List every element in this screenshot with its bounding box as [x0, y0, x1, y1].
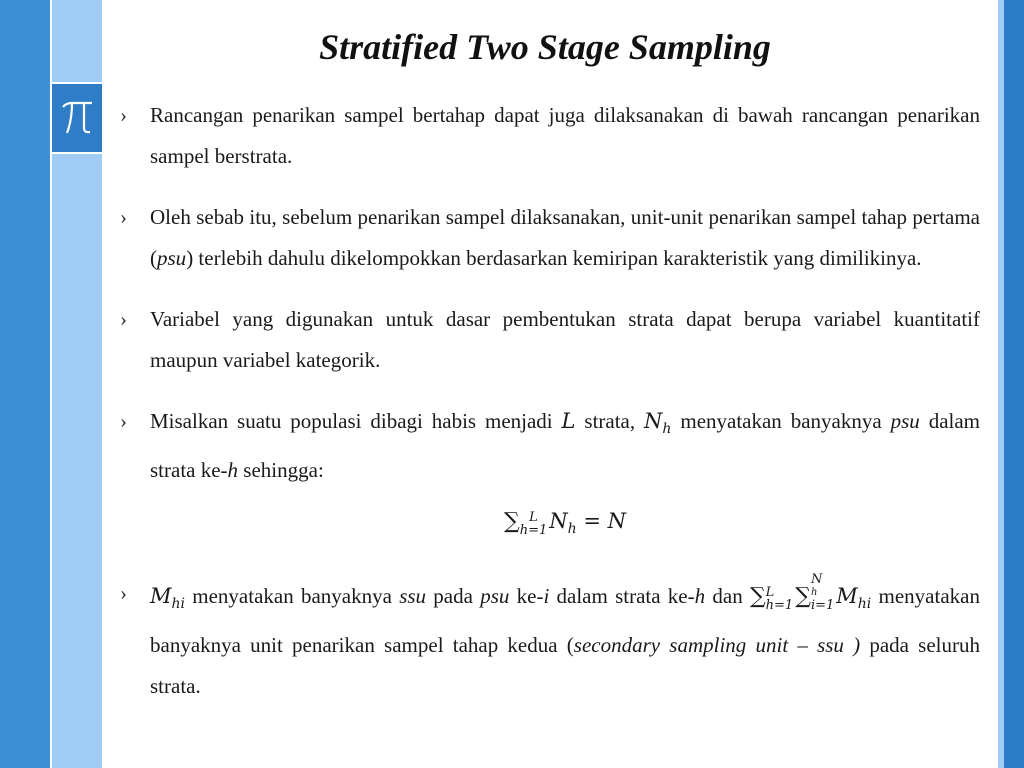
left-accent-band — [0, 0, 50, 768]
sum-upper-subscript: h — [810, 587, 818, 598]
bullet-text: Oleh sebab itu, sebelum penarikan sampel dilaksanakan, unit-unit penarikan sampel tahap pertama ( — [150, 205, 980, 270]
formula-N: N — [549, 509, 568, 533]
sum-limits-outer — [766, 586, 794, 612]
var-M: M — [150, 584, 172, 608]
bullet-text: ) terlebih dahulu dikelompokkan berdasarkan kemiripan karakteristik yang dimilikinya. — [186, 246, 922, 270]
bullet-mark: › — [120, 409, 127, 433]
sigma-symbol: ∑ — [504, 509, 520, 534]
bullet-text: ke- — [509, 584, 544, 608]
var-N: N — [644, 409, 663, 433]
right-accent-band — [1004, 0, 1024, 768]
bullet-text: menyatakan banyaknya — [185, 584, 400, 608]
var-L: L — [561, 409, 576, 433]
pi-icon — [60, 98, 94, 138]
psu-term: psu — [157, 246, 187, 270]
formula2-M: M — [836, 584, 858, 608]
sum-upper: L — [529, 510, 538, 525]
bullet-text: menyatakan banyaknya unit penarikan sampel tahap kedua ( — [150, 584, 980, 657]
bullet-item-2 — [120, 197, 980, 279]
var-M-subscript: hi — [171, 596, 186, 612]
var-h: h — [227, 458, 239, 482]
formula-N-subscript: h — [567, 521, 577, 537]
bullet-mark: › — [120, 103, 127, 127]
bullet-text: dalam strata ke- — [549, 584, 695, 608]
pi-logo-box — [52, 82, 102, 154]
bullet-text: sehingga: — [238, 458, 324, 482]
equals-sign: = — [576, 509, 608, 533]
bullet-text: menyatakan banyaknya — [671, 409, 891, 433]
formula-rhs: N — [607, 509, 626, 533]
bullet-text: Misalkan suatu populasi dibagi habis menjadi — [150, 409, 562, 433]
sum-limits — [520, 511, 548, 537]
bullet-mark: › — [120, 307, 127, 331]
sigma-symbol: ∑ — [749, 584, 766, 609]
var-h: h — [694, 584, 706, 608]
bullet-text: strata, — [575, 409, 645, 433]
sum-upper: N — [810, 572, 823, 587]
var-N-subscript: h — [662, 421, 672, 437]
bullet-text: pada — [426, 584, 481, 608]
bullet-item-5 — [120, 573, 980, 707]
ssu-definition: secondary sampling unit – ssu ) — [573, 633, 861, 657]
bullet-mark: › — [120, 205, 127, 229]
bullet-text: Rancangan penarikan sampel bertahap dapat juga dilaksanakan di bawah rancangan penarikan sampel berstrata. — [150, 103, 980, 168]
psu-term: psu — [890, 409, 920, 433]
slide-title: Stratified Two Stage Sampling — [319, 27, 771, 67]
bullet-item-4 — [120, 401, 980, 491]
bullet-item-1 — [120, 95, 980, 177]
formula2-M-subscript: hi — [857, 596, 872, 612]
sum-lower: h=1 — [519, 523, 548, 538]
sum-lower: h=1 — [765, 598, 794, 613]
bullet-text: Variabel yang digunakan untuk dasar pembentukan strata dapat berupa variabel kuantitatif maupun variabel kategorik. — [150, 307, 980, 372]
sum-limits-inner — [811, 573, 834, 612]
ssu-term: ssu — [399, 584, 427, 608]
var-i: i — [543, 584, 550, 608]
bullet-text: dalam strata ke- — [150, 409, 980, 482]
sigma-symbol: ∑ — [795, 584, 811, 609]
bullet-mark: › — [120, 581, 127, 605]
psu-term: psu — [480, 584, 510, 608]
bullet-text: pada seluruh strata. — [150, 633, 981, 698]
bullet-item-3 — [120, 299, 980, 381]
slide-content — [120, 95, 980, 727]
sum-formula — [120, 499, 980, 551]
sum-upper: L — [765, 585, 775, 600]
bullet-text: dan — [705, 584, 750, 608]
sum-lower: i=1 — [810, 598, 835, 613]
